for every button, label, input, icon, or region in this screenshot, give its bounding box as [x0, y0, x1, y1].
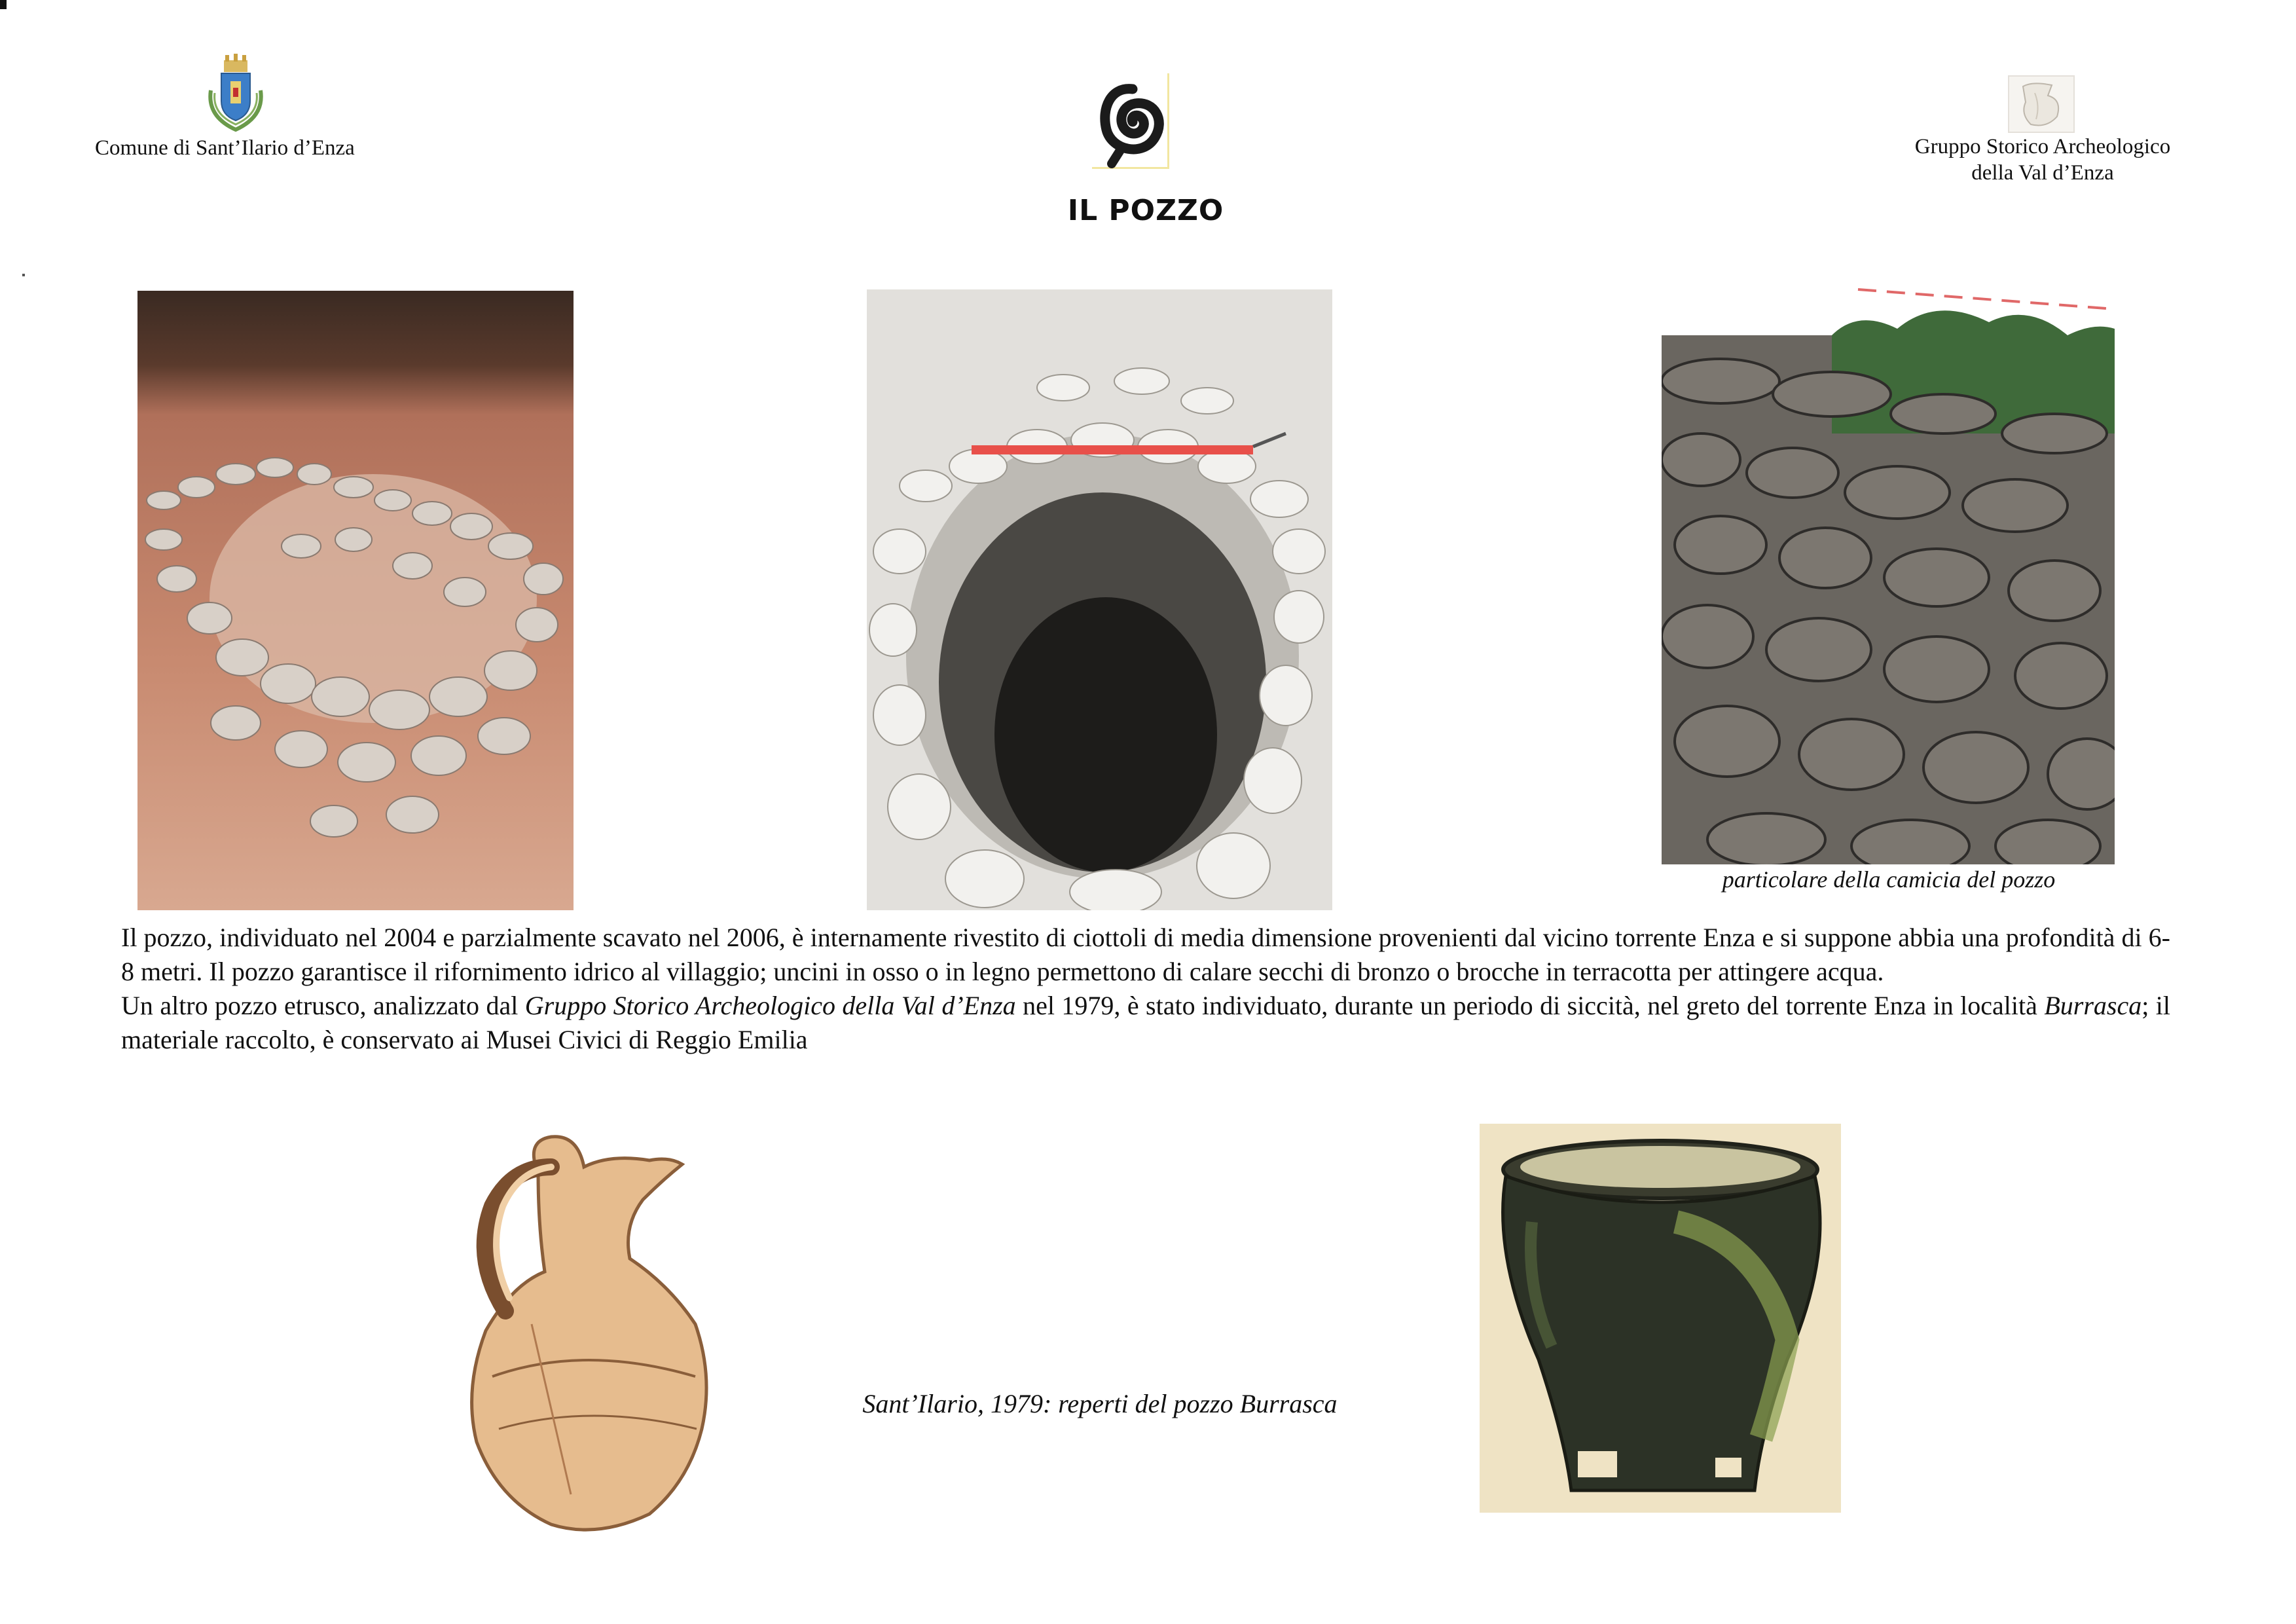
scan-mark [0, 0, 7, 9]
association-name-reference: Gruppo Storico Archeologico della Val d’Enza [524, 991, 1016, 1020]
association-caption [1886, 134, 2200, 186]
body-text [121, 921, 2170, 1057]
photo-well-shaft [867, 289, 1332, 910]
wall-detail-caption: particolare della camicia del pozzo [1722, 866, 2056, 893]
paragraph-2 [121, 989, 2170, 1057]
page-title: IL POZZO [1067, 194, 1224, 227]
sherd-icon [2006, 73, 2078, 135]
photo-terracotta-jug [453, 1128, 708, 1539]
spiral-icon [1092, 77, 1171, 169]
paragraph-2-part-a: Un altro pozzo etrusco, analizzato dal [121, 991, 525, 1020]
scan-dot [22, 274, 25, 276]
photo-bronze-bucket [1480, 1124, 1841, 1513]
artifacts-caption: Sant’Ilario, 1979: reperti del pozzo Burrasca [862, 1389, 1338, 1418]
association-caption-line2: della Val d’Enza [1971, 161, 2114, 185]
paragraph-1: Il pozzo, individuato nel 2004 e parzialmente scavato nel 2006, è internamente rivestito di ciottoli di media dimensione provenienti dal vicino torrente Enza e si suppone abbia una profondità di 6-8 metri. Il pozzo garantisce il rifornimento idrico al villaggio; uncini in osso o in legno permettono di calare secchi di bronzo o brocche in terracotta per attingere acqua. [121, 923, 2170, 986]
locality-name: Burrasca [2044, 991, 2142, 1020]
paragraph-2-part-e: ; il materiale raccolto, è conservato ai Musei Civici di Reggio Emilia [121, 991, 2171, 1054]
photo-wall-detail [1662, 283, 2115, 864]
coat-of-arms-icon [204, 51, 267, 135]
paragraph-2-part-c: nel 1979, è stato individuato, durante un periodo di siccità, nel greto del torrente Enza in località [1015, 991, 2045, 1020]
photo-well-top [137, 291, 574, 910]
municipality-caption: Comune di Sant’Ilario d’Enza [95, 136, 355, 160]
association-caption-line1: Gruppo Storico Archeologico [1914, 135, 2171, 158]
